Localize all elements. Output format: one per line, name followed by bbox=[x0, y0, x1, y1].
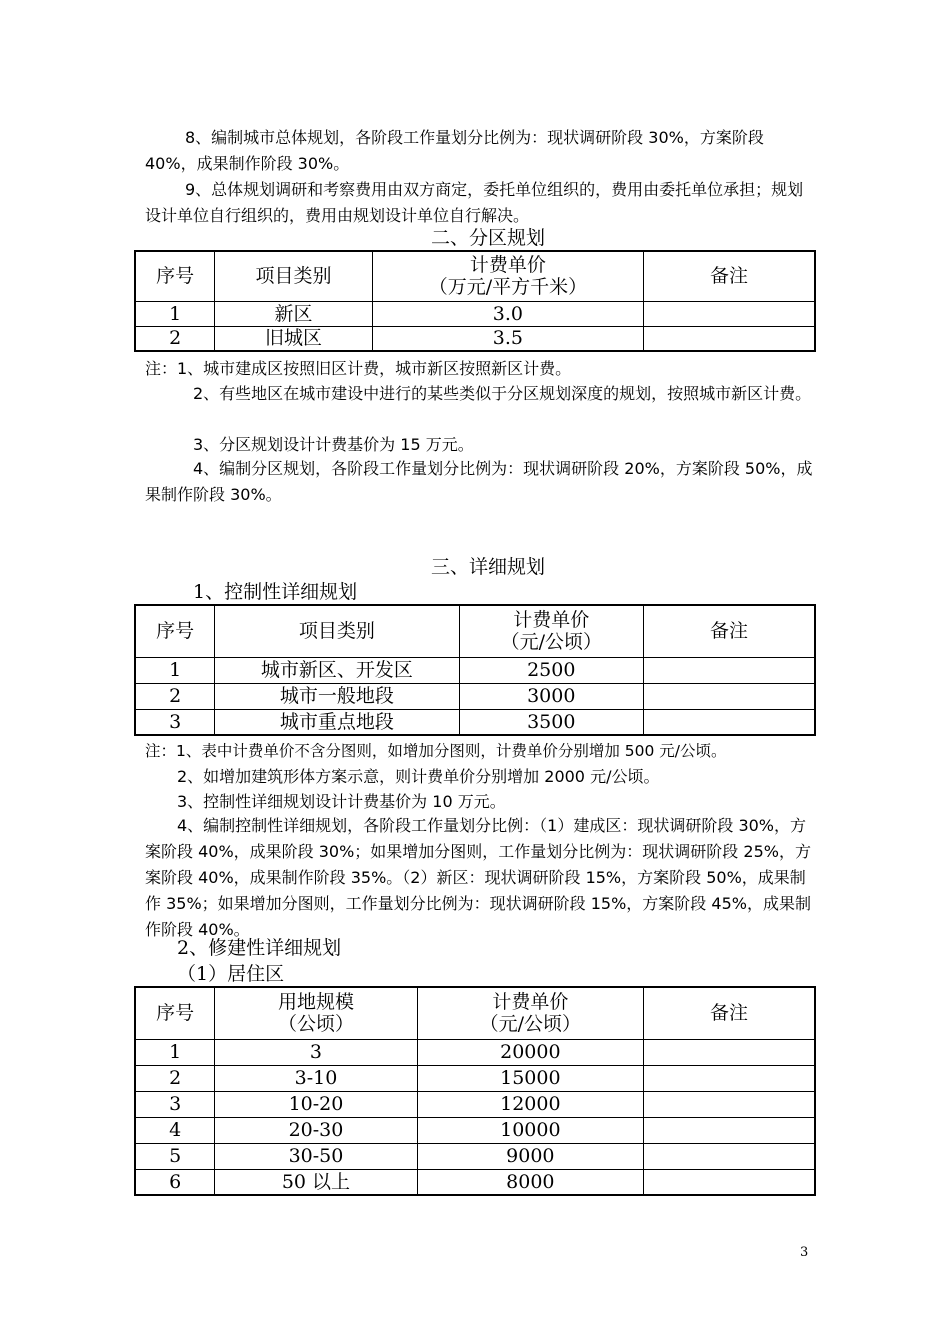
table-row bbox=[135, 326, 815, 351]
page-number: 3 bbox=[800, 1245, 809, 1260]
cell-remark bbox=[643, 326, 815, 351]
table-row bbox=[135, 683, 815, 709]
cell-price: 3500 bbox=[459, 709, 644, 735]
header-scale-unit: （公顷） bbox=[277, 1013, 354, 1036]
header-remark: 备注 bbox=[643, 251, 815, 301]
table-row bbox=[135, 1169, 815, 1195]
table-row bbox=[135, 301, 815, 326]
table-header-row bbox=[135, 605, 815, 657]
header-remark: 备注 bbox=[644, 605, 815, 657]
table-row bbox=[135, 1091, 815, 1117]
cell-remark bbox=[644, 709, 815, 735]
cell-no: 3 bbox=[135, 709, 215, 735]
district-plan-table bbox=[134, 250, 816, 352]
table-header-row bbox=[135, 251, 815, 301]
cell-remark bbox=[644, 657, 815, 683]
cell-price: 15000 bbox=[417, 1065, 643, 1091]
cell-remark bbox=[644, 1143, 815, 1169]
cell-price: 9000 bbox=[417, 1143, 643, 1169]
header-price-unit: （元/公顷） bbox=[500, 631, 602, 654]
cell-price: 8000 bbox=[417, 1169, 643, 1195]
table-row bbox=[135, 1039, 815, 1065]
paragraph-8: 8、编制城市总体规划，各阶段工作量划分比例为：现状调研阶段 30%，方案阶段 40%，成果制作阶段 30%。 bbox=[145, 128, 764, 173]
section-2-note-4: 4、编制分区规划，各阶段工作量划分比例为：现状调研阶段 20%，方案阶段 50%，成果制作阶段 30%。 bbox=[145, 459, 813, 504]
table-header-row bbox=[135, 987, 815, 1039]
cell-remark bbox=[644, 683, 815, 709]
cell-remark bbox=[643, 301, 815, 326]
subsection-2-sub-title: （1）居住区 bbox=[177, 963, 285, 985]
header-remark: 备注 bbox=[644, 987, 815, 1039]
header-no: 序号 bbox=[135, 987, 215, 1039]
cell-no: 1 bbox=[135, 1039, 215, 1065]
table-row bbox=[135, 709, 815, 735]
cell-remark bbox=[644, 1039, 815, 1065]
cell-no: 5 bbox=[135, 1143, 215, 1169]
header-price bbox=[459, 605, 644, 657]
cell-price: 2500 bbox=[459, 657, 644, 683]
header-no: 序号 bbox=[135, 251, 215, 301]
header-type: 项目类别 bbox=[215, 251, 373, 301]
cell-price: 3.5 bbox=[372, 326, 643, 351]
cell-scale: 50 以上 bbox=[215, 1169, 417, 1195]
section-2-title: 二、分区规划 bbox=[430, 227, 545, 249]
cell-price: 3000 bbox=[459, 683, 644, 709]
section-2-note-2: 2、有些地区在城市建设中进行的某些类似于分区规划深度的规划，按照城市新区计费。 bbox=[193, 384, 812, 403]
section-2-note-3: 3、分区规划设计计费基价为 15 万元。 bbox=[193, 435, 474, 454]
table-row bbox=[135, 1117, 815, 1143]
table-row bbox=[135, 1065, 815, 1091]
cell-price: 10000 bbox=[417, 1117, 643, 1143]
residential-plan-table bbox=[134, 986, 816, 1196]
header-scale bbox=[215, 987, 417, 1039]
cell-no: 2 bbox=[135, 683, 215, 709]
control-plan-table bbox=[134, 604, 816, 736]
header-no: 序号 bbox=[135, 605, 215, 657]
cell-type: 城市一般地段 bbox=[215, 683, 459, 709]
cell-no: 3 bbox=[135, 1091, 215, 1117]
header-price bbox=[417, 987, 643, 1039]
cell-remark bbox=[644, 1065, 815, 1091]
cell-no: 4 bbox=[135, 1117, 215, 1143]
header-price-label: 计费单价 bbox=[492, 991, 569, 1014]
cell-scale: 3-10 bbox=[215, 1065, 417, 1091]
control-note-1: 注：1、表中计费单价不含分图则，如增加分图则，计费单价分别增加 500 元/公顷。 bbox=[145, 742, 727, 760]
table-row bbox=[135, 657, 815, 683]
cell-scale: 10-20 bbox=[215, 1091, 417, 1117]
cell-scale: 3 bbox=[215, 1039, 417, 1065]
cell-no: 1 bbox=[135, 301, 215, 326]
header-price-label: 计费单价 bbox=[513, 609, 590, 632]
cell-type: 城市新区、开发区 bbox=[215, 657, 459, 683]
cell-type: 旧城区 bbox=[215, 326, 373, 351]
cell-price: 3.0 bbox=[372, 301, 643, 326]
section-3-title: 三、详细规划 bbox=[430, 556, 545, 578]
cell-remark bbox=[644, 1091, 815, 1117]
subsection-2-title: 2、修建性详细规划 bbox=[177, 937, 342, 959]
cell-no: 1 bbox=[135, 657, 215, 683]
cell-remark bbox=[644, 1117, 815, 1143]
section-2-note-1: 注：1、城市建成区按照旧区计费，城市新区按照新区计费。 bbox=[145, 359, 572, 378]
cell-no: 2 bbox=[135, 326, 215, 351]
header-scale-label: 用地规模 bbox=[277, 991, 354, 1014]
cell-type: 新区 bbox=[215, 301, 373, 326]
paragraph-9: 9、总体规划调研和考察费用由双方商定，委托单位组织的，费用由委托单位承担；规划设计单位自行组织的，费用由规划设计单位自行解决。 bbox=[145, 180, 804, 225]
table-row bbox=[135, 1143, 815, 1169]
cell-scale: 30-50 bbox=[215, 1143, 417, 1169]
cell-remark bbox=[644, 1169, 815, 1195]
header-price-label: 计费单价 bbox=[469, 254, 546, 277]
cell-price: 12000 bbox=[417, 1091, 643, 1117]
cell-type: 城市重点地段 bbox=[215, 709, 459, 735]
header-price bbox=[372, 251, 643, 301]
header-price-unit: （万元/平方千米） bbox=[428, 276, 588, 299]
subsection-1-title: 1、控制性详细规划 bbox=[193, 581, 358, 603]
control-note-3: 3、控制性详细规划设计计费基价为 10 万元。 bbox=[177, 792, 506, 811]
header-type: 项目类别 bbox=[215, 605, 459, 657]
control-note-4: 4、编制控制性详细规划，各阶段工作量划分比例：（1）建成区：现状调研阶段 30%，方案阶段 40%，成果阶段 30%；如果增加分图则，工作量划分比例为：现状调研阶段 25%，方案阶段 40%，成果制作阶段 35%。（2）新区：现状调研阶段 15%，方案阶段 50%，成果制作 35%；如果增加分图则，工作量划分比例为：现状调研阶段 15%，方案阶段 45%，成果制作阶段 40%。 bbox=[145, 816, 811, 939]
cell-no: 6 bbox=[135, 1169, 215, 1195]
cell-scale: 20-30 bbox=[215, 1117, 417, 1143]
cell-price: 20000 bbox=[417, 1039, 643, 1065]
control-note-2: 2、如增加建筑形体方案示意，则计费单价分别增加 2000 元/公顷。 bbox=[177, 767, 660, 786]
cell-no: 2 bbox=[135, 1065, 215, 1091]
header-price-unit: （元/公顷） bbox=[479, 1013, 582, 1036]
